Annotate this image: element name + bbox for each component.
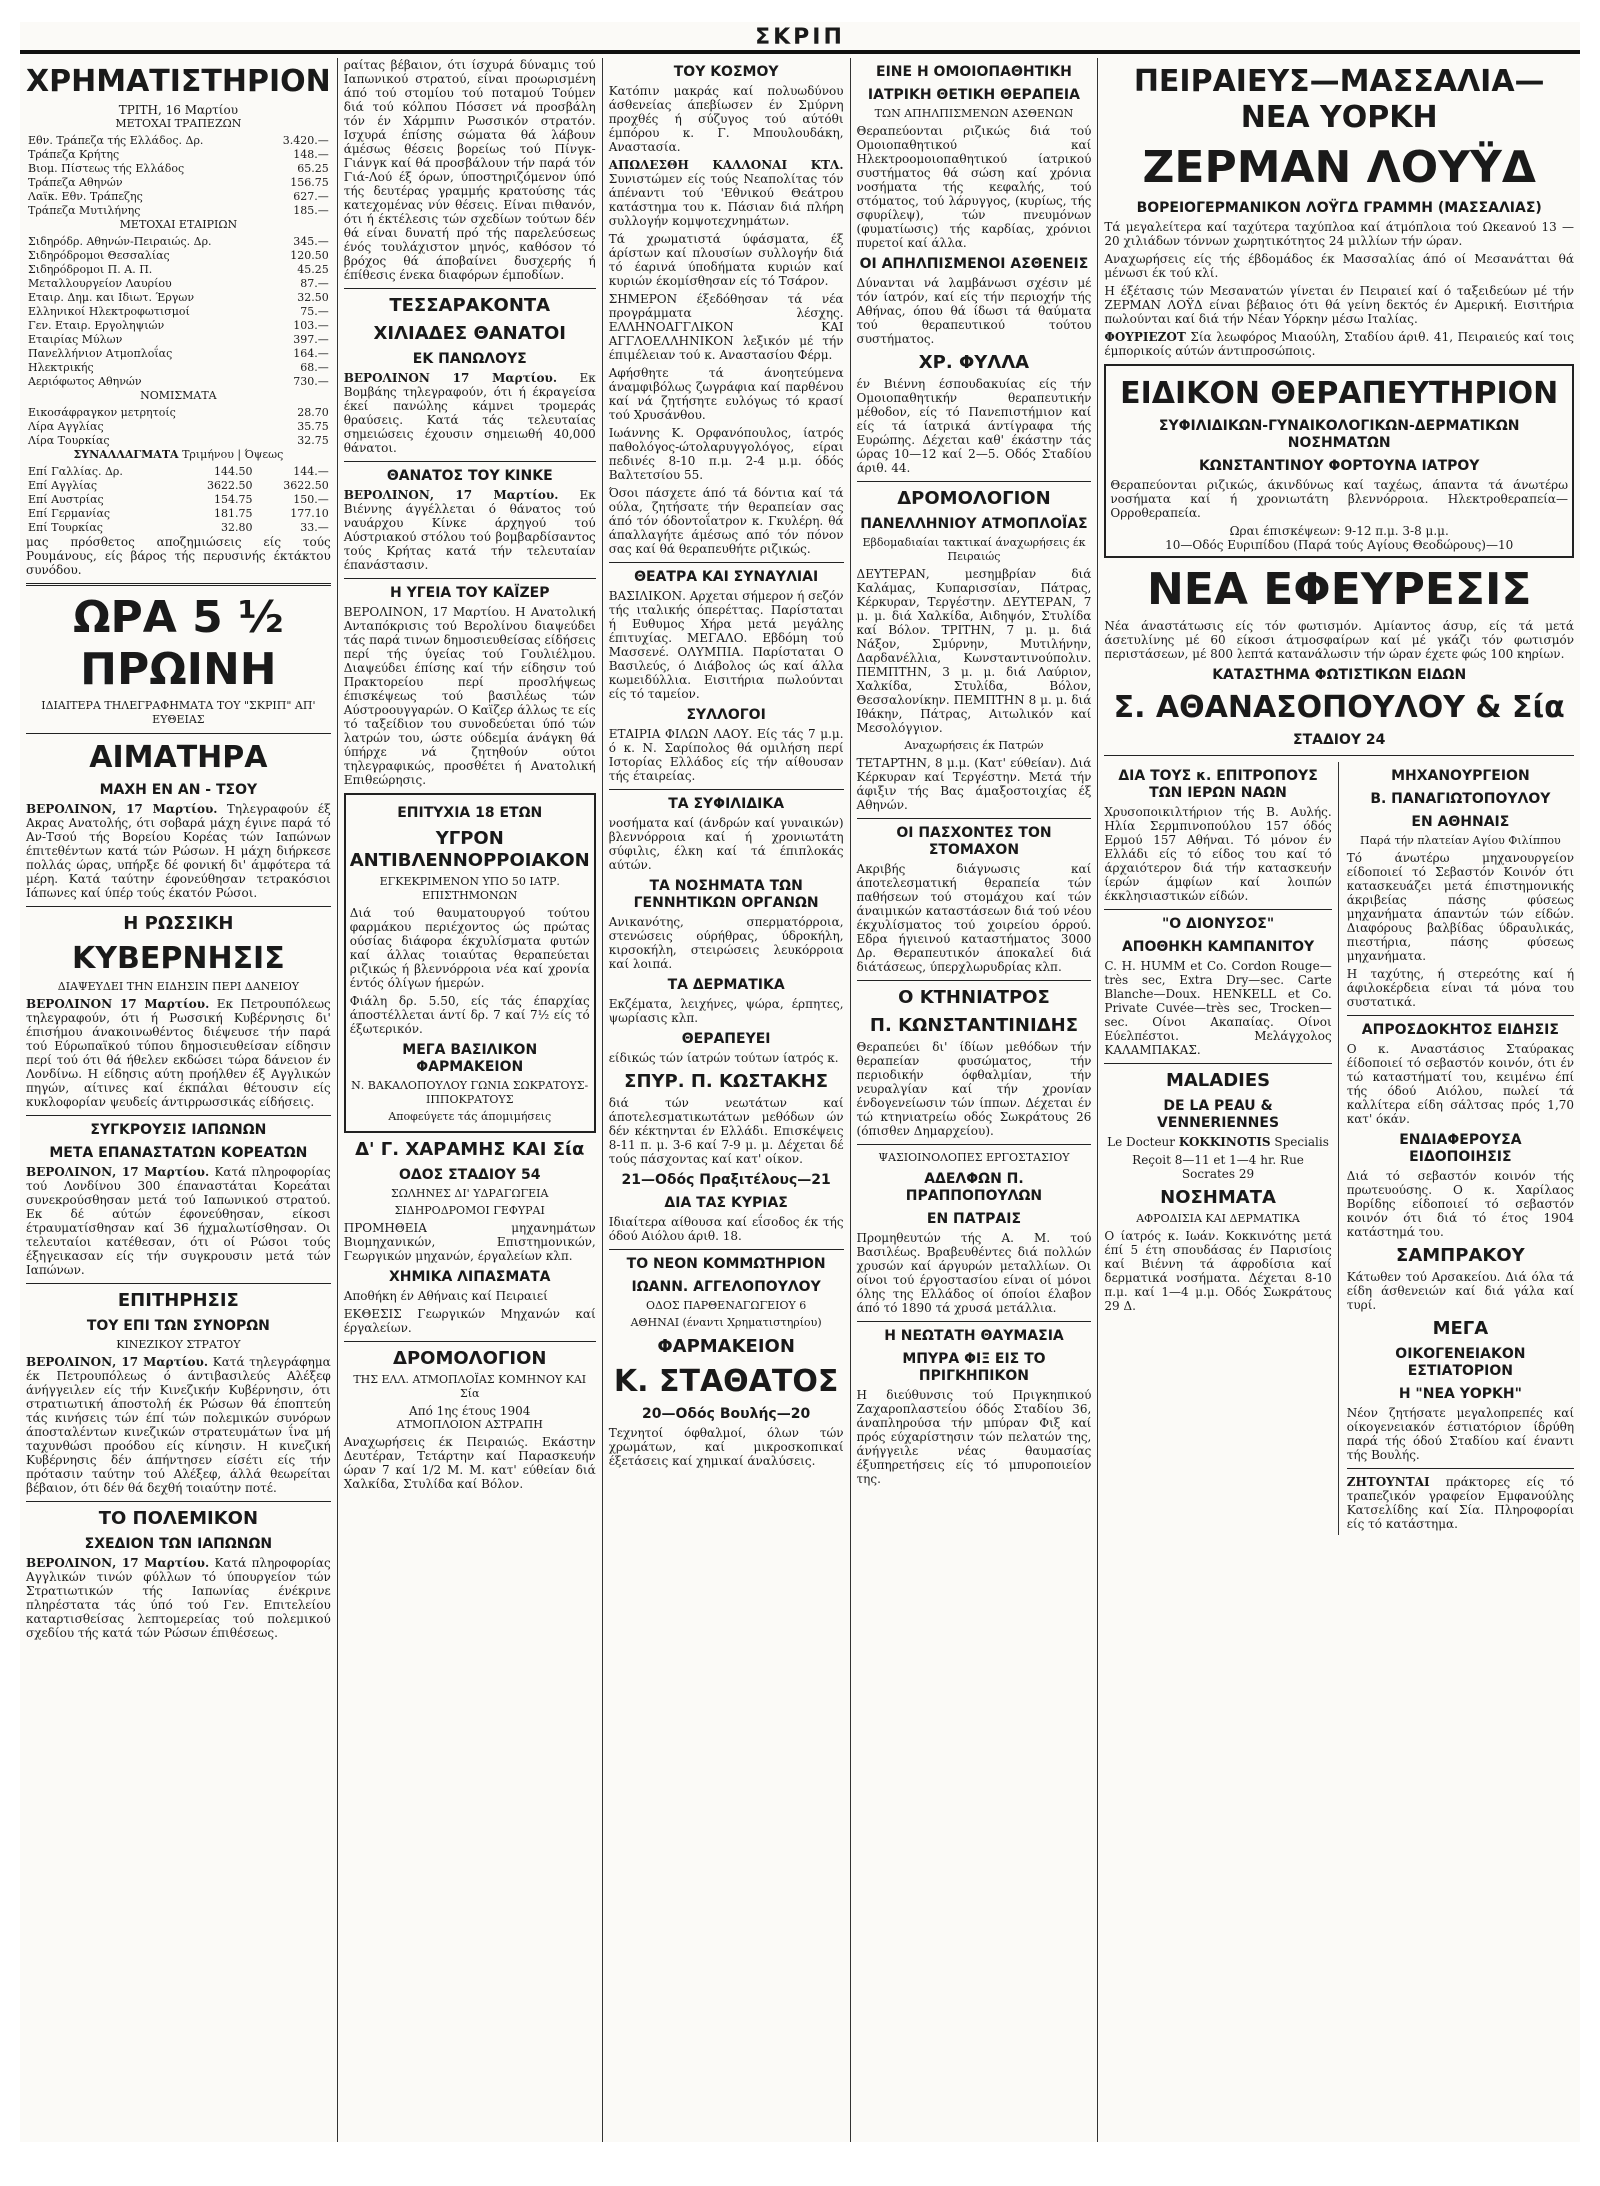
- table-row: [26, 162, 331, 176]
- stathatos-address: 20—Οδός Βουλής—20: [642, 1406, 811, 1422]
- stathatos-name: Κ. ΣΤΑΘΑΤΟΣ: [613, 1364, 839, 1399]
- route4-body: ΔΕΥΤΕΡΑΝ, μεσημβρίαν διά Καλάμας, Κυπαρισσίαν, Πάτρας, Κέρκυραν, Τεργέστην. ΔΕΥΤΕΡΑΝ, 7 μ. μ. διά Χαλκίδα, Αιδηψόν, Στυλίδα καί Βόλον. ΤΡΙΤΗΝ, 7 μ. μ. διά Νάξον, Σμύρνην, Μυτιλήνην, Δαρδανέλλια, Κωνσταντινούπολιν. ΠΕΜΠΤΗΝ, 3 μ. μ. διά Λαύριον, Χαλκίδα, Στυλίδα, Βόλον, Θεσσαλονίκην. ΠΕΜΠΤΗΝ 8 μ. μ. διά Ιθάκην, Πάτρας, Αιτωλικόν καί Μεσολόγγιον.: [856, 567, 1092, 735]
- shop-name: Σ. ΑΘΑΝΑΣΟΠΟΥΛΟΥ & Σία: [1113, 690, 1565, 725]
- table-cell: Εικοσάφραγκον μετρητοίς: [28, 406, 176, 419]
- table-cell: 397.—: [293, 333, 329, 346]
- syph-body: νοσήματα καί (άνδρών καί γυναικών) βλεννόρροια καί ή χρονιωτάτη σύφιλις, έλκη καί τά έπιπλοκάς αύτών.: [608, 816, 844, 872]
- table-cell: Επί Αγγλίας: [28, 479, 98, 492]
- hero-body2: Αναχωρήσεις είς τής έβδομάδος έκ Μασσαλίας άπό οί Μεσανάτται θά μένωσι έκ τού κλί.: [1104, 252, 1575, 280]
- fylla-name: ΧΡ. ΦΥΛΛΑ: [918, 352, 1030, 373]
- table-row: [26, 235, 331, 249]
- table-cell: 32.75: [297, 434, 329, 447]
- table-row: [26, 190, 331, 204]
- vet-body: Θεραπεύει δι' ίδίων μεθόδων τήν θεραπείαν φυσώματος, τήν περιοδικήν όφθαλμίαν, τήν νευραλγίαν καί τήν χρονίαν ένδογενείωσιν τών ίππων. Δέχεται έν τώ κτηνιατρείω οδός Σωκράτους 26 (όπισθεν Δημαρχείου).: [856, 1040, 1092, 1138]
- health-article: ΒΕΡΟΛΙΝΟΝ, 17 Μαρτίου. Η Ανατολική Ανταπόκρισις τού Βερολίνου διαψεύδει τάς παρά τινων δημοσιευθείσας είδήσεις περί τής ύγείας τού Γουλιέλμου. Διαψεύδει έπίσης καί τήν είδησιν τού Πρακτορείου περί προσλήψεως έπισκέψεως τού βασιλέως τών Αύστροουγγαρών. Ο Καϊζερ άλλως τε είς τό ταξείδιον του συνοδεύεται ύπό τών λατρών του, ώστε ούδεμία άνάγκη θά ύπήρχε νά ζητηθούν ούτοι τηλεγραφικώς, προσθέτει ή Ανατολική Επιθεώρησις.: [343, 605, 596, 787]
- route-title: ΔΡΟΜΟΛΟΓΙΟΝ: [393, 1348, 547, 1369]
- table-cell: Τράπεζα Κρήτης: [28, 148, 120, 161]
- hour-sub: ΙΔΙΑΙΤΕΡΑ ΤΗΛΕΓΡΑΦΗΜΑΤΑ ΤΟΥ "ΣΚΡΙΠ" ΑΠ' ΕΥΘΕΙΑΣ: [41, 699, 316, 726]
- kostakis-body: διά τών νεωτάτων καί άποτελεσματικωτάτων μεθόδων ών δέν κέκτηνται έν Ελλάδι. Επισκέψεις 8-11 π. μ. 3-6 καί 7-9 μ. μ. Δέχεται δέ τούς πάσχοντας καί κατ' οίκον.: [608, 1096, 844, 1166]
- diseases-body: Ο ίατρός κ. Ιωάν. Κοκκινότης μετά έπί 5 έτη σπουδάσας έν Παρισίοις καί Βιέννη τά άφροδίσια καί δερματικά νοσήματα. Δέχεται 8-10 π.μ. καί 1—4 μ.μ. Οδός Σωκράτους 29 Δ.: [1104, 1229, 1332, 1313]
- hero-body: Τά μεγαλείτερα καί ταχύτερα ταχύπλοα καί άτμόπλοια τού Ωκεανού 13 — 20 χιλιάδων τόννων χωρητικότητος 24 μιλλίων τήν ώραν.: [1104, 220, 1575, 248]
- table-row: [26, 361, 331, 375]
- stock-date: ΤΡΙΤΗ, 16 Μαρτίου: [118, 103, 239, 117]
- monitor-article: ΒΕΡΟΛΙΝΟΝ, 17 Μαρτίου. Κατά τηλεγράφημα έκ Πετρουπόλεως ό άντιβασιλεύς Αλέξεφ άνήγγειλεν είς τήν Κινεζικήν Κυβέρνησιν, ότι στρατιωτική άποστολή έκ Ρώσων θά έποπτεύη τάς κινήσεις τών έπί τών πολεμικών συνόρων άποσταλέντων κινεζικών στρατευμάτων ΐνα μή ταχυνθώσι προόδου είς κίνησιν. Η κινεζική Κυβέρνησις δέν άπήντησεν είσέτι είς τήν πρότασιν ταύτην τού Αλέξεφ, άλλά θεωρείται βέβαιον, ότι δέν θά δεχθή τοιαύτην ποτέ.: [26, 1355, 331, 1495]
- clash-sub: ΜΕΤΑ ΕΠΑΝΑΣΤΑΤΩΝ ΚΟΡΕΑΤΩΝ: [49, 1145, 308, 1161]
- russia-article: ΒΕΡΟΛΙΝΟΝ 17 Μαρτίου. Εκ Πετρουπόλεως τηλεγραφούν, ότι ή Ρωσσική Κυβέρνησις δι' έπισήμου άνακοινωθέντος διέψευσε τήν παρά τού Εύρωπαϊκού τύπου δημοσιευθείσαν είδησιν περί τού ότι θά ήθελεν εκδώσει τώρα δάνειον έν Λονδίνω. Η είδησις αύτη προήλθεν έξ Αγγλικών πηγών, αίτινες καί έκπάλαι θέτουσιν είς κυκλοφορίαν ψευδείς άντιρρωσσικάς είδήσεις.: [26, 997, 331, 1109]
- table-row: [26, 148, 331, 162]
- factory-quote: Η ταχύτης, ή στερεότης καί ή άφιλοκέρδεια είναι τά μόνα του συστατικά.: [1346, 967, 1575, 1009]
- table-cell: 33.—: [300, 521, 329, 534]
- table-cell: Πανελλήνιον Ατμοπλοΐας: [28, 347, 173, 360]
- factory-body: Τό άνωτέρω μηχανουργείον είδοποιεί τό Σεβαστόν Κοινόν ότι κατασκευάζει μετά έπιστημονικής άκριβείας πάσης φύσεως μηχανήματα άπαντών τών είδών. Διαφόρους βαλβίδας ύδραυλικάς, πιεστήρια, πάσης φύσεως μηχανήματα.: [1346, 851, 1575, 963]
- table-cell: 120.50: [290, 249, 329, 262]
- table-cell: Ηλεκτρικής: [28, 361, 94, 374]
- column-3: [603, 58, 851, 2142]
- kakao-title: ΕΝΔΙΑΦΕΡΟΥΣΑ ΕΙΔΟΠΟΙΗΣΙΣ: [1399, 1132, 1522, 1165]
- table-cell: Τράπεζα Αθηνών: [28, 176, 123, 189]
- table-cell: 181.75: [214, 507, 253, 520]
- table-cell: 730.—: [293, 375, 329, 388]
- derm-body: Εκζέματα, λειχήνες, ψώρα, έρπητες, ψωρίασις κλπ.: [608, 997, 844, 1025]
- charamis-chem: ΧΗΜΙΚΑ ΛΙΠΑΣΜΑΤΑ: [388, 1269, 551, 1285]
- ad-pharmacy-note: Αποφεύγετε τάς άπομιμήσεις: [388, 1110, 552, 1123]
- table-cell: 144.50: [214, 465, 253, 478]
- currency-heading: ΝΟΜΙΣΜΑΤΑ: [140, 389, 217, 402]
- table-cell: 144.—: [293, 465, 329, 478]
- russia-sub: ΚΥΒΕΡΝΗΣΙΣ: [72, 941, 285, 976]
- monitor-title: ΕΠΙΤΗΡΗΣΙΣ: [117, 1290, 239, 1311]
- hotel-sub2: Η "ΝΕΑ ΥΟΡΚΗ": [1398, 1386, 1522, 1402]
- sambrakos-name: ΣΑΜΠΡΑΚΟΥ: [1396, 1245, 1525, 1266]
- table-row: [26, 507, 331, 521]
- genital-title: ΤΑ ΝΟΣΗΜΑΤΑ ΤΩΝ ΓΕΝΝΗΤΙΚΩΝ ΟΡΓΑΝΩΝ: [633, 878, 819, 911]
- table-cell: 627.—: [293, 190, 329, 203]
- factory-sub2: Παρά τήν πλατείαν Αγίου Φιλίππου: [1360, 834, 1561, 847]
- table-cell: 45.25: [297, 263, 329, 276]
- table-row: [26, 333, 331, 347]
- hero-agent: ΦΟΥΡΙΕΖΟΤ Σία λεωφόρος Μιαούλη, Σταδίου άριθ. 41, Πειραιεύς καί τοις έμπορικοίς αύτών άντιπροσώποις.: [1104, 330, 1575, 358]
- today-body: ΣΗΜΕΡΟΝ έξεδόθησαν τά νέα προγράμματα λέσχης. ΕΛΛΗΝΟΑΓΓΛΙΚΟΝ ΚΑΙ ΑΓΓΛΟΕΛΛΗΝΙΚΟΝ λεξικόν μέ τήν έπιμέλειαν τού κ. Αναστασίου Φέρμ.: [608, 292, 844, 362]
- clinic-name: ΚΩΝΣΤΑΝΤΙΝΟΥ ΦΟΡΤΟΥΝΑ ΙΑΤΡΟΥ: [1198, 458, 1480, 474]
- table-row: [26, 277, 331, 291]
- world-body: Κατόπιν μακράς καί πολυωδύνου άσθενείας άπεβίωσεν έν Σμύρνη προχθές ή σύζυγος τού αύτόθι έμπόρου κ. Γ. Μπουλουδάκη, Αναστασία.: [608, 84, 844, 154]
- column-2: [338, 58, 603, 2142]
- deaths-sub2: ΕΚ ΠΑΝΩΛΟΥΣ: [412, 351, 527, 367]
- exchange-table: [26, 465, 331, 535]
- therapy-body: είδικώς τών ίατρών τούτων ίατρός κ.: [608, 1051, 839, 1065]
- monitor-sub: ΤΟΥ ΕΠΙ ΤΩΝ ΣΥΝΟΡΩΝ: [86, 1318, 270, 1334]
- kostakis-address: 21—Οδός Πραξιτέλους—21: [621, 1172, 831, 1188]
- hotel-sub: ΟΙΚΟΓΕΝΕΙΑΚΟΝ ΕΣΤΙΑΤΟΡΙΟΝ: [1395, 1346, 1526, 1379]
- shop-address: ΣΤΑΔΙΟΥ 24: [1293, 732, 1386, 748]
- russia-title: Η ΡΩΣΣΙΚΗ: [123, 913, 234, 934]
- lost-article: ΑΠΩΛΕΣΘΗ ΚΑΛΛΟΝΑΙ ΚΤΛ. Συνιστώμεν είς τούς Νεαπολίτας τόν άπέναντι τού 'Εθνικού Θεάτρου κατάστημα του κ. Πάσιαν διά πλήρη συλλογήν κομψοτεχνημάτων.: [608, 158, 844, 228]
- table-cell: 65.25: [297, 162, 329, 175]
- companies-heading: ΜΕΤΟΧΑΙ ΕΤΑΙΡΙΩΝ: [119, 218, 238, 231]
- newspaper-page: [20, 22, 1580, 2142]
- wanted-article: ΖΗΤΟΥΝΤΑΙ πράκτορες είς τό τραπεζικόν γραφείον Εμφανούλης Κατσελίδης καί Σία. Πληροφορίαι είς τό κατάστημα.: [1346, 1475, 1575, 1531]
- table-cell: 35.75: [297, 420, 329, 433]
- table-row: [26, 375, 331, 389]
- masthead: [20, 22, 1580, 54]
- theater-title: ΘΕΑΤΡΑ ΚΑΙ ΣΥΝΑΥΛΙΑΙ: [634, 569, 819, 585]
- table-cell: 28.70: [297, 406, 329, 419]
- table-row: [26, 521, 331, 535]
- announce-body: Ο κ. Αναστάσιος Σταύρακας έίδοποιεί τό σεβαστόν κοινόν, ότι έν τώ καταστήματί του, κειμένω έπί τής όδού Αιόλου, πωλεί τά καλλίτερα είδη σάλτσας πρός 1,70 κατ' όκάν.: [1346, 1042, 1575, 1126]
- diseases-sub: ΑΦΡΟΔΙΣΙΑ ΚΑΙ ΔΕΡΜΑΤΙΚΑ: [1136, 1212, 1300, 1225]
- kinke-title: ΘΑΝΑΤΟΣ ΤΟΥ ΚΙΝΚΕ: [386, 468, 553, 484]
- shop-title: ΚΑΤΑΣΤΗΜΑ ΦΩΤΙΣΤΙΚΩΝ ΕΙΔΩΝ: [1212, 667, 1467, 683]
- table-cell: Γεν. Εταιρ. Εργοληψιών: [28, 319, 165, 332]
- table-cell: 185.—: [293, 204, 329, 217]
- clinic-title: ΕΙΔΙΚΟΝ ΘΕΡΑΠΕΥΤΗΡΙΟΝ: [1120, 376, 1559, 411]
- clinic-hours: Ωραι έπισκέψεων: 9-12 π.μ. 3-8 μ.μ.: [1229, 524, 1449, 538]
- table-cell: Βιομ. Πίστεως τής Ελλάδος: [28, 162, 185, 175]
- wonder-sub: ΜΠΥΡΑ ΦΙΞ ΕΙΣ ΤΟ ΠΡΙΓΚΗΠΙΚΟΝ: [902, 1351, 1046, 1384]
- derm-title: ΤΑ ΔΕΡΜΑΤΙΚΑ: [667, 977, 785, 993]
- factory-title: ΜΗΧΑΝΟΥΡΓΕΙΟΝ: [1391, 768, 1530, 784]
- col5-split: [1104, 762, 1574, 1535]
- ad-success: ΕΠΙΤΥΧΙΑ 18 ΕΤΩΝ: [397, 805, 543, 821]
- medicine-body: Όσοι πάσχετε άπό τά δόντια καί τά ούλα, ζητήσατε τήν θεραπείαν σας άπό τόν όδοντοΐατρον κ. Γκυλέρη. θά άπαλλαγήτε άμέσως από τόν πόνον σας καί θά θεραπευθήτε ριζικώς.: [608, 486, 844, 556]
- stomach-body: Ακριβής διάγνωσις καί άποτελεσματική θεραπεία τών παθήσεων τού στομάχου καί τών άναιμικών καταστάσεων διά τού νέου έκχυλίσματος τού χοιρείου όρρού. Εδρα ήγιεινού καταστήματος 3000 Δρ. Θεραπευτικόν άποκαλεί διά διάτάσεως, ύπερχλωρυδρίας κλπ.: [856, 862, 1092, 974]
- women-body: Ιδιαίτερα αίθουσα καί εΐσοδος έκ τής όδού Αιόλου άριθ. 18.: [608, 1215, 844, 1243]
- companies-table: [26, 235, 331, 389]
- table-cell: Μεταλλουργείον Λαυρίου: [28, 277, 172, 290]
- table-row: [26, 319, 331, 333]
- table-row: [26, 465, 331, 479]
- women-title: ΔΙΑ ΤΑΣ ΚΥΡΙΑΣ: [664, 1195, 788, 1211]
- ad-antiblennorrhea: [344, 793, 596, 1133]
- pharmacy-sub: ΑΘΗΝΑΙ (έναντι Χρηματιστηρίου): [630, 1316, 822, 1329]
- pharmacy-address: ΟΔΟΣ ΠΑΡΘΕΝΑΓΩΓΕΙΟΥ 6: [645, 1299, 807, 1312]
- table-cell: 103.—: [293, 319, 329, 332]
- table-cell: Σιδηρόδρ. Αθηνών-Πειραιώς. Δρ.: [28, 235, 212, 248]
- table-cell: 3622.50: [207, 479, 253, 492]
- vet-name: Π. ΚΩΝΣΤΑΝΤΙΝΙΔΗΣ: [869, 1015, 1078, 1036]
- dionysos-sub: ΑΠΟΘΗΚΗ ΚΑΜΠΑΝΙΤΟΥ: [1121, 939, 1315, 955]
- route4-sub2: Εβδομαδιαίαι τακτικαί άναχωρήσεις έκ Πειραιώς: [862, 536, 1086, 563]
- clinic-address: 10—Οδός Ευριπίδου (Παρά τούς Αγίους Θεοδώρους)—10: [1165, 538, 1514, 552]
- hero-body3: Η έξέτασις τών Μεσανατών γίνεται έν Πειραιεί καί ό ταξειδεύων μέ τήν ΖΕΡΜΑΝ ΛΟΫΔ είναι βέβαιος ότι θά γείνη δεκτός έν Αμερική. Εισιτήρια πωλούνται καί διά τήν Νέαν Υόρκην μέσω Ιταλίας.: [1104, 284, 1575, 326]
- battle-sub: ΜΑΧΗ ΕΝ ΑΝ - ΤΣΟΥ: [99, 782, 258, 798]
- diseases-title: ΝΟΣΗΜΑΤΑ: [1160, 1187, 1276, 1208]
- dionysos-body: C. H. HUMM et Co. Cordon Rouge—très sec, Extra Dry—sec. Carte Blanche—Doux. HENKELL et Co. Private Cuvée—très sec, Trocken—sec. Οίνοι Ακαπαίας. Οίνοι Εύελπέστοι. Μελάγχολος ΚΑΛΑΜΠΑΚΑΣ.: [1104, 959, 1332, 1057]
- homeo-title: ΕΙΝΕ Η ΟΜΟΙΟΠΑΘΗΤΙΚΗ: [876, 64, 1072, 80]
- stock-exchange-title: ΧΡΗΜΑΤΙΣΤΗΡΙΟΝ: [26, 64, 331, 99]
- homeo-sub2: ΤΩΝ ΑΠΗΛΠΙΣΜΕΝΩΝ ΑΣΘΕΝΩΝ: [874, 107, 1074, 120]
- syph-title: ΤΑ ΣΥΦΙΛΙΔΙΚΑ: [668, 796, 785, 812]
- table-row: [26, 204, 331, 218]
- sambrakos-body: Κάτωθεν τού Αρσακείου. Διά όλα τά είδη άσθενειών καί διά γάλα καί τυρί.: [1346, 1270, 1575, 1312]
- route-body: Αναχωρήσεις έκ Πειραιώς. Εκάστην Δευτέραν, Τετάρτην καί Παρασκευήν ώραν 7 καί 1/2 Μ. Μ. κατ' εύθείαν διά Χαλκίδα, Στυλίδα καί Βόλον.: [343, 1435, 596, 1491]
- clinic-ad: [1104, 364, 1574, 558]
- table-cell: Λαϊκ. Εθν. Τράπεζης: [28, 190, 143, 203]
- table-cell: 32.80: [221, 521, 253, 534]
- deaths-title: ΤΕΣΣΑΡΑΚΟΝΤΑ: [389, 295, 551, 316]
- charamis-expo: ΕΚΘΕΣΙΣ Γεωργικών Μηχανών καί έργαλείων.: [343, 1307, 596, 1335]
- route4-patras-body: ΤΕΤΑΡΤΗΝ, 8 μ.μ. (Κατ' εύθείαν). Διά Κέρκυραν καί Τεργέστην. Μετά τήν άφιξιν τής Βας άμαξοστοιχίας έξ Αθηνών.: [856, 756, 1092, 812]
- clinic-sub: ΣΥΦΙΛΙΔΙΚΩΝ-ΓΥΝΑΙΚΟΛΟΓΙΚΩΝ-ΔΕΡΜΑΤΙΚΩΝ ΝΟΣΗΜΑΤΩΝ: [1158, 418, 1520, 451]
- hero-sub: ΖΕΡΜΑΝ ΛΟΥΫΔ: [1142, 142, 1536, 193]
- invite-body: Αφήσθητε τά άνοητεύμενα άναμφιβόλως ζωγράφια καί παρθένου καί νά ζητήσητε ευλόγως τό κρασί τού Χρυσάνθου.: [608, 366, 844, 422]
- fashion-body: Τά χρωματιστά ύφάσματα, έξ άρίστων καί πλουσίων συλλογήν διά τό έαρινά ύποδήματα κυριών καί κυριών έκομίσθησαν είς τό Τσάρον.: [608, 232, 844, 288]
- charamis-sub2: ΣΙΔΗΡΟΔΡΟΜΟΙ ΓΕΦΥΡΑΙ: [394, 1204, 545, 1217]
- factory-name: Β. ΠΑΝΑΓΙΩΤΟΠΟΥΛΟΥ: [1370, 791, 1551, 807]
- table-cell: 3.420.—: [282, 134, 329, 147]
- table-cell: Σιδηρόδρομοι Θεσσαλίας: [28, 249, 170, 262]
- ad-price: Φιάλη δρ. 5.50, είς τάς έπαρχίας άποστέλλεται άντί δρ. 7 καί 7½ είς τό έξωτερικόν.: [349, 994, 590, 1036]
- announce-title: ΑΠΡΟΣΔΟΚΗΤΟΣ ΕΙΔΗΣΙΣ: [1361, 1022, 1559, 1038]
- column-5: [1098, 58, 1580, 2142]
- table-cell: Σιδηρόδρομοι Π. Α. Π.: [28, 263, 153, 276]
- charamis-chem-body: Αποθήκη έν Αθήναις καί Πειραιεί: [343, 1289, 548, 1303]
- wonder-body: Η διεύθυνσις τού Πριγκηπικού Ζαχαροπλαστείου όδός Σταδίου 36, άναπληρούσα τήν μπύραν Φιξ καί πρός εύχαρίστησιν τών πελατών της, άνήγγειλε νέας θαυμασίας έξυπηρετήσεις είς τό μπυροποιείον της.: [856, 1388, 1092, 1486]
- table-cell: Εταιρίας Μύλων: [28, 333, 123, 346]
- charamis-body: ΠΡΟΜΗΘΕΙΑ μηχανημάτων Βιομηχανικών, Επιστημονικών, Γεωργικών μηχανών, έργαλείων κλπ.: [343, 1221, 596, 1263]
- hour-headline: ΩΡΑ 5 ½ ΠΡΩΙΝΗ: [73, 592, 284, 695]
- kinke-article: ΒΕΡΟΛΙΝΟΝ, 17 Μαρτίου. Εκ Βιέννης άγγέλλεται ό θάνατος τού ναυάρχου Κίνκε άρχηγού τού Αύστριακού στόλου τού βομβαρδίσαντος τούς Κρήτας κατά τήν τελευταίαν έπανάστασιν.: [343, 488, 596, 572]
- table-cell: Επί Γαλλίας. Δρ.: [28, 465, 123, 478]
- ad-pharmacy-sub: Ν. ΒΑΚΑΛΟΠΟΥΛΟΥ ΓΩΝΙΑ ΣΩΚΡΑΤΟΥΣ-ΙΠΠΟΚΡΑΤΟΥΣ: [351, 1079, 589, 1106]
- therapy-title: ΘΕΡΑΠΕΥΕΙ: [681, 1031, 771, 1047]
- pharmacy-name: ΙΩΑΝΝ. ΑΓΓΕΛΟΠΟΥΛΟΥ: [631, 1279, 821, 1295]
- clubs-body: ΕΤΑΙΡΙΑ ΦΙΛΩΝ ΛΑΟΥ. Είς τάς 7 μ.μ. ό κ. Ν. Σαρίπολος θά ομιλήση περί Ιστορίας Ελλάδος είς τήν αίθουσαν τής έταιρείας.: [608, 727, 844, 783]
- maladies-hours: Reçoit 8—11 et 1—4 hr. Rue Socrates 29: [1132, 1153, 1304, 1181]
- fylla-body: έν Βιέννη έσπουδακυίας είς τήν Ομοιοπαθητικήν θεραπευτικήν μέθοδον, είς τό Πανεπιστήμιον καί είς τά ίατρικά άντίγραφα τής Ευρώπης. Δέχεται καθ' έκάστην τάς ώρας 10—12 καί 2—5. Οδός Σταδίου άριθ. 44.: [856, 377, 1092, 475]
- ad-pharmacy: ΜΕΓΑ ΒΑΣΙΛΙΚΟΝ ΦΑΡΜΑΚΕΙΟΝ: [402, 1042, 538, 1075]
- hotel-body: Νέον ζητήσατε μεγαλοπρεπές καί οίκογενειακόν έστιατόριον ίδρύθη παρά τής όδού Σταδίου καί έναντι τής Βουλής.: [1346, 1406, 1575, 1462]
- table-cell: 177.10: [290, 507, 329, 520]
- desperate-body: Δύνανται νά λαμβάνωσι σχέσιν μέ τόν ίατρόν, καί είς τήν περιοχήν τής Αθήνας, όπου θά ίδωσι τά θαύματα τού θεραπευτικού τούτου συστήματος.: [856, 276, 1092, 346]
- genital-body: Ανικανότης, σπερματόρροια, στενώσεις ούρήθρας, ύδροκήλη, κιρσοκήλη, στειρώσεις λευκόρροια καί λοιπά.: [608, 915, 844, 971]
- pharmacy-title: ΤΟ ΝΕΟΝ ΚΟΜΜΩΤΗΡΙΟΝ: [626, 1256, 826, 1272]
- factory-sub: ΕΝ ΑΘΗΝΑΙΣ: [1411, 814, 1510, 830]
- epit-title: ΔΙΑ ΤΟΥΣ κ. ΕΠΙΤΡΟΠΟΥΣ ΤΩΝ ΙΕΡΩΝ ΝΑΩΝ: [1118, 768, 1318, 801]
- table-row: [26, 291, 331, 305]
- table-cell: 148.—: [293, 148, 329, 161]
- route-since: Από 1ης έτους 1904: [409, 1404, 531, 1418]
- war-title: ΤΟ ΠΟΛΕΜΙΚΟΝ: [98, 1508, 259, 1529]
- table-row: [26, 493, 331, 507]
- russia-sub2: ΔΙΑΨΕΥΔΕΙ ΤΗΝ ΕΙΔΗΣΙΝ ΠΕΡΙ ΔΑΝΕΙΟΥ: [57, 980, 299, 993]
- epit-body: Χρυσοποικιλτήριον τής Β. Αυλής. Ηλία Σερμπινοπούλου 157 όδός Ερμού 157 Αθήναι. Τό μόνον έν Ελλάδι είς τό είδος του καί τό άρχαιότερον διά τήν κατασκευήν ίερών άμφίων καί λοιπών έκκλησιαστικών είδών.: [1104, 805, 1332, 903]
- hero-title: ΠΕΙΡΑΙΕΥΣ—ΜΑΣΣΑΛΙΑ—ΝΕΑ ΥΟΡΚΗ: [1133, 64, 1545, 135]
- homeo-sub: ΙΑΤΡΙΚΗ ΘΕΤΙΚΗ ΘΕΡΑΠΕΙΑ: [867, 87, 1080, 103]
- doctor-body: Ιωάννης Κ. Ορφανόπουλος, ίατρός παθολόγος-ώτολαρυγγολόγος, είραι πεδινές 8-10 π.μ. 2-4 μ.μ. όδός Βαλτετσίου 55.: [608, 426, 844, 482]
- table-row: [26, 263, 331, 277]
- table-cell: Επί Αυστρίας: [28, 493, 104, 506]
- table-row: [26, 420, 331, 434]
- table-row: [26, 347, 331, 361]
- table-cell: Εταιρ. Δημ. και Ιδιωτ. Έργων: [28, 291, 195, 304]
- banks-heading: ΜΕΤΟΧΑΙ ΤΡΑΠΕΖΩΝ: [115, 117, 242, 130]
- table-cell: Τράπεζα Μυτιλήνης: [28, 204, 141, 217]
- currency-table: [26, 406, 331, 448]
- battle-title: ΑΙΜΑΤΗΡΑ: [89, 740, 268, 775]
- vet-title: Ο ΚΤΗΝΙΑΤΡΟΣ: [898, 987, 1050, 1008]
- workshop-body: Προμηθευτών τής Α. Μ. τού Βασιλέως. Βραβευθέντες διά πολλών χρυσών καί άργυρών μεταλλίων. Οι οίνοι τού έργοστασίου είναι οί μόνοι όλης της Ελλάδος οί όποίοι έλαβον άπό τό 1890 τά χρυσά μετάλλια.: [856, 1231, 1092, 1315]
- kostakis-name: ΣΠΥΡ. Π. ΚΩΣΤΑΚΗΣ: [624, 1071, 829, 1092]
- masthead-title: ΣΚΡΙΠ: [755, 25, 845, 50]
- clash-title: ΣΥΓΚΡΟΥΣΙΣ ΙΑΠΩΝΩΝ: [90, 1122, 267, 1138]
- clinic-body: Θεραπεύονται ριζικώς, άκινδύνως καί ταχέως, άπαντα τά άνωτέρω νοσήματα καί ή χρονιωτάτη βλεννόρροια. Ηλεκτροθεραπεία—Ορροθεραπεία.: [1110, 478, 1569, 520]
- table-cell: 3622.50: [283, 479, 329, 492]
- workshop-sub: ΑΔΕΛΦΩΝ Π. ΠΡΑΠΠΟΠΟΥΛΩΝ: [905, 1171, 1043, 1204]
- route-sub2: ΑΤΜΟΠΛΟΙΟΝ ΑΣΤΡΑΠΗ: [396, 1418, 543, 1431]
- table-cell: 32.50: [297, 291, 329, 304]
- deaths-sub: ΧΙΛΙΑΔΕΣ ΘΑΝΑΤΟΙ: [373, 323, 566, 344]
- table-cell: Επί Τουρκίας: [28, 521, 103, 534]
- table-cell: 345.—: [293, 235, 329, 248]
- table-cell: 156.75: [290, 176, 329, 189]
- table-row: [26, 434, 331, 448]
- monitor-sub2: ΚΙΝΕΖΙΚΟΥ ΣΤΡΑΤΟΥ: [116, 1338, 241, 1351]
- ad-product-body: Διά τού θαυματουργού τούτου φαρμάκου περιέχοντος ώς πρώτας ούσίας διάφορα έκχυλίσματα φυτών καί άλλας τοιαύτας θεραπεύεται ριζικώς ή βλεννόρροια νέα καί χρονία έντός όλίγων ήμερών.: [349, 906, 590, 990]
- table-cell: 164.—: [293, 347, 329, 360]
- table-cell: Επί Γερμανίας: [28, 507, 111, 520]
- maladies-doctor-line: Le Docteur KOKKINOTIS Specialis: [1107, 1135, 1329, 1149]
- table-cell: 68.—: [300, 361, 329, 374]
- health-title: Η ΥΓΕΙΑ ΤΟΥ ΚΑΪΖΕΡ: [390, 585, 550, 601]
- column-1: [20, 58, 338, 2142]
- kakao-body: Διά τό σεβαστόν κοινόν τής πρωτευούσης. Ο κ. Χαρίλαος Βορίδης είδοποιεί τό σεβαστόν κοινόν ότι διά τό έτος 1904 κατάστημά του.: [1346, 1169, 1575, 1239]
- hero-sub2: ΒΟΡΕΙΟΓΕΡΜΑΝΙΚΟΝ ΛΟΫΓΔ ΓΡΑΜΜΗ (ΜΑΣΣΑΛΙΑΣ): [1136, 200, 1542, 216]
- clubs-title: ΣΥΛΛΟΓΟΙ: [686, 707, 766, 723]
- table-row: [26, 134, 331, 148]
- battle-article: ΒΕΡΟΛΙΝΟΝ, 17 Μαρτίου. Τηλεγραφούν έξ Ακρας Ανατολής, ότι σοβαρά μάχη έγινε παρά τό Αν-Τσού τής Βορείου Κορέας τών Ιαπώνων έπιτεθέντων κατά τών Ρώσων. Η μάχη διήρκεσε πολλάς ώρας, υπήρξε δέ φονική δι' άμφότερα τά μέρη. Κατά ταύτην έφονεύθησαν τετρακόσιοι Ιάπωνες καί ύπέρ τούς έκατόν Ρώσοι.: [26, 802, 331, 900]
- inventions-body: Νέα άναστάτωσις είς τόν φωτισμόν. Αμίαντος άσυρ, είς τά μετά άσετυλίνης μέ 60 είκοσι άτμοσφαίρων καί μέ γκάζι τόν φωτισμόν περιστάσεων, μέ 800 λεπτά κατανάλωσιν τήν ώραν έχετε φώς 100 κηρίων.: [1104, 619, 1575, 661]
- maladies-title: MALADIES: [1165, 1070, 1271, 1091]
- route-sub: ΤΗΣ ΕΛΛ. ΑΤΜΟΠΛΟΪΑΣ ΚΟΜΗΝΟΥ ΚΑΙ Σία: [353, 1373, 587, 1400]
- table-row: [26, 406, 331, 420]
- route4-title: ΔΡΟΜΟΛΟΓΙΟΝ: [897, 488, 1051, 509]
- exchange-note: μας πρόσθετος αποζημιώσεις είς τούς Ρουμάνους, είς βάρος τής περυσινής έκτάκτου συνόδου.: [26, 535, 331, 577]
- table-row: [26, 176, 331, 190]
- maladies-sub: DE LA PEAU & VENNERIENNES: [1157, 1098, 1280, 1131]
- wonder-title: Η ΝΕΩΤΑΤΗ ΘΑΥΜΑΣΙΑ: [884, 1328, 1064, 1344]
- dionysos-title: "Ο ΔΙΟΝΥΣΟΣ": [1161, 916, 1275, 932]
- world-title: ΤΟΥ ΚΟΣΜΟΥ: [673, 64, 779, 80]
- workshop-sub2: ΕΝ ΠΑΤΡΑΙΣ: [926, 1211, 1022, 1227]
- theater-body: ΒΑΣΙΛΙΚΟΝ. Αρχεται σήμερον ή σεζόν τής ιταλικής όπερέττας. Παρίσταται ή Ευθυμος Χήρα μετά μεγάλης έπιτυχίας. ΜΕΓΑΛΟ. Εβδόμη τού Μασσενέ. ΟΛΥΜΠΙΑ. Παρίσταται Ο Βασιλεύς, ό Διάβολος ώς καί άλλα κωμειδύλλια. Εισιτήρια πωλούνται είς τό ταμείον.: [608, 589, 844, 701]
- table-row: [26, 249, 331, 263]
- inventions-title: ΝΕΑ ΕΦΕΥΡΕΣΙΣ: [1146, 564, 1532, 615]
- workshop-title: ΨΑΣΙΟΙΝΟΛΟΠΕΣ ΕΡΓΟΣΤΑΣΙΟΥ: [878, 1151, 1070, 1164]
- charamis-sub: ΣΩΛΗΝΕΣ ΔΙ' ΥΔΡΑΓΩΓΕΙΑ: [391, 1187, 549, 1200]
- homeo-body: Θεραπεύονται ριζικώς διά τού Ομοιοπαθητικού καί Ηλεκτροομοιοπαθητικού ίατρικού συστήματος θά σώση καί χρόνια νοσήματα τής κεφαλής, τού στόματος, τού λάρυγγος, (κυρίως, τής σφυρίλεψ), τών πνευμόνων (φυματίωσις) τής καρδίας, χρόνιοι πυρετοί καί άλλα.: [856, 124, 1092, 250]
- pharmacy-sub2: ΦΑΡΜΑΚΕΙΟΝ: [657, 1336, 795, 1357]
- war-article: ΒΕΡΟΛΙΝΟΝ, 17 Μαρτίου. Κατά πληροφορίας Αγγλικών τινών φύλλων τό ύπουργείον τών Στρατιωτικών τής Ιαπωνίας ένέκρινε πληρέστατα τάς ύπό τού Γεν. Επιτελείου καταρτισθείσας λεπτομερείας τού πολεμικού σχεδίου τής κατά τών Ρώσων έπιθέσεως.: [26, 1556, 331, 1640]
- plan-continued: ραίτας βέβαιον, ότι ίσχυρά δύναμις τού Ιαπωνικού στρατού, είναι προωρισμένη άπό τού στομίου τού ποταμού Τούμεν διά τού κόλπου Πόσσετ νά προσβάλη τόν έν Χάρμπιν Ρωσσικόν στρατόν. Ισχυρά έπίσης σώματα θά λάβουν άμέσως θέσεις βορείως τού Πίνγκ-Γιάνγκ καί θά προσβάλουν τήν παρά τόν Γιά-Λού έξ όρων, ύποστηριζόμενον ύπό τής δευτέρας γραμμής κρατούσης τάς κατεχομένας νύν θέσεις. Είναι πιθανόν, ότι ή έκτέλεσις τών σχεδίων τούτων δέν θά είναι δυνατή πρό τής παρελεύσεως ένός τουλάχιστον μηνός, καθόσον τό βρόχος θά άποβαίνει δυσχερής ή έπίθεσις ένεκα διαφόρων έμποδίων.: [343, 58, 596, 282]
- table-cell: Αεριόφωτος Αθηνών: [28, 375, 142, 388]
- table-cell: 87.—: [300, 277, 329, 290]
- table-row: [26, 305, 331, 319]
- ad-product: ΥΓΡΟΝ ΑΝΤΙΒΛΕΝΝΟΡΡΟΙΑΚΟΝ: [349, 828, 590, 871]
- hotel-title: ΜΕΓΑ: [1432, 1318, 1489, 1339]
- table-cell: Εθν. Τράπεζα τής Ελλάδος. Δρ.: [28, 134, 204, 147]
- col5-left: [1104, 762, 1338, 1535]
- charamis-title: Δ' Γ. ΧΑΡΑΜΗΣ ΚΑΙ Σία: [355, 1139, 585, 1160]
- war-sub: ΣΧΕΔΙΟΝ ΤΩΝ ΙΑΠΩΝΩΝ: [84, 1536, 273, 1552]
- table-cell: 154.75: [214, 493, 253, 506]
- stathatos-body: Τεχνητοί όφθαλμοί, όλων τών χρωμάτων, καί μικροσκοπικαί έξετάσεις καί χημικαί άναλύσεις.: [608, 1426, 844, 1468]
- table-cell: 75.—: [300, 305, 329, 318]
- desperate-title: ΟΙ ΑΠΗΛΠΙΣΜΕΝΟΙ ΑΣΘΕΝΕΙΣ: [859, 256, 1089, 272]
- banks-table: [26, 134, 331, 218]
- clash-article: ΒΕΡΟΛΙΝΟΝ, 17 Μαρτίου. Κατά πληροφορίας τού Λονδίνου 300 έπαναστάται Κορεάται συνεκρούσθησαν μετά τού Ιαπωνικού στρατού. Εκ δέ αύτών έφονεύθησαν, είκοσι έτραυματίσθησαν καί 36 ήχμαλωτίσθησαν. Οι τελευταίοι κατέθεσαν, ότι οί Ρώσοι τούς έξηγεικασαν είς τήν συγκρουσιν μετά τών Ιαπώνων.: [26, 1165, 331, 1277]
- table-cell: Ελληνικοί Ηλεκτροφωτισμοί: [28, 305, 190, 318]
- ad-product-sub: ΕΓΚΕΚΡΙΜΕΝΟΝ ΥΠΟ 50 ΙΑΤΡ. ΕΠΙΣΤΗΜΟΝΩΝ: [379, 875, 560, 902]
- route4-patras: Αναχωρήσεις έκ Πατρών: [904, 739, 1044, 752]
- column-4: [851, 58, 1099, 2142]
- table-row: [26, 479, 331, 493]
- table-cell: Λίρα Αγγλίας: [28, 420, 104, 433]
- table-cell: 150.—: [293, 493, 329, 506]
- deaths-article: ΒΕΡΟΛΙΝΟΝ 17 Μαρτίου. Εκ Βομβάης τηλεγραφούν, ότι ή έκραγείσα έκεί πανώλης κάμνει τρομεράς θραύσεις. Κατά τάς τελευταίας σημειώσεις έχουσιν σημειωθή 40,000 θάνατοι.: [343, 371, 596, 455]
- route4-sub: ΠΑΝΕΛΛΗΝΙΟΥ ΑΤΜΟΠΛΟΪΑΣ: [860, 516, 1088, 532]
- stomach-title: ΟΙ ΠΑΣΧΟΝΤΕΣ ΤΟΝ ΣΤΟΜΑΧΟΝ: [896, 825, 1052, 858]
- table-cell: Λίρα Τουρκίας: [28, 434, 110, 447]
- charamis-address: ΟΔΟΣ ΣΤΑΔΙΟΥ 54: [399, 1167, 541, 1183]
- exchange-heading: ΣΥΝΑΛΛΑΓΜΑΤΑ Τριμήνου | Όψεως: [73, 448, 284, 461]
- col5-right: [1347, 762, 1574, 1535]
